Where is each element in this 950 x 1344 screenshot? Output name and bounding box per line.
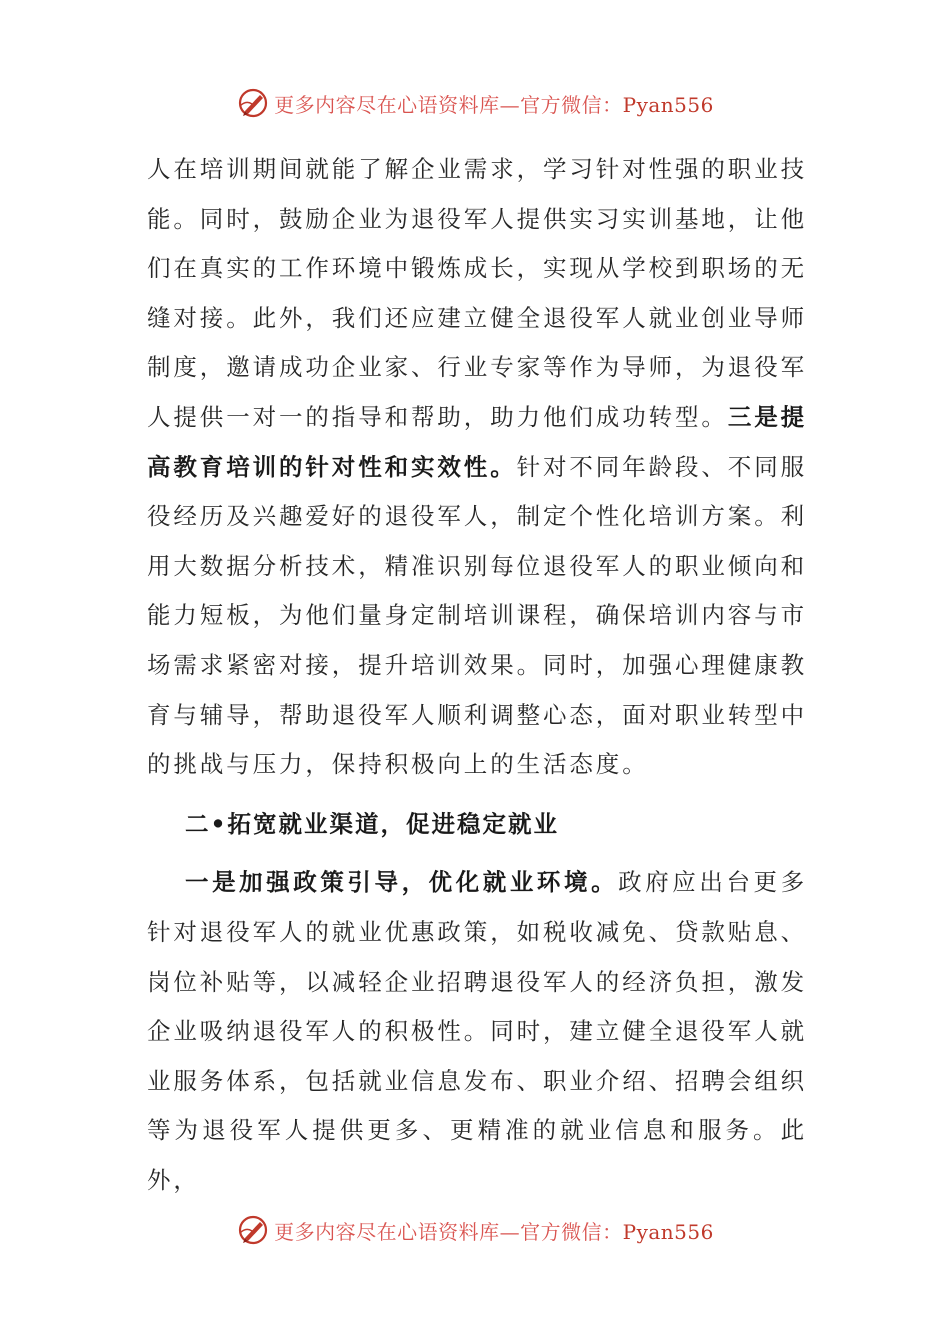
bold-lead: 一是加强政策引导，优化就业环境。 [185, 868, 619, 897]
document-body [147, 145, 807, 1205]
header-banner [0, 83, 950, 123]
pen-logo-icon [236, 86, 270, 120]
paragraph-text: 针对不同年龄段、不同服役经历及兴趣爱好的退役军人，制定个性化培训方案。利用大数据分析技术，精准识别每位退役军人的职业倾向和能力短板，为他们量身定制培训课程，确保培训内容与市场需求紧密对接，提升培训效果。同时，加强心理健康教育与辅导，帮助退役军人顺利调整心态，面对职业转型中的挑战与压力，保持积极向上的生活态度。 [147, 452, 808, 779]
paragraph-text: 政府应出台更多针对退役军人的就业优惠政策，如税收减免、贷款贴息、岗位补贴等，以减轻企业招聘退役军人的经济负担，激发企业吸纳退役军人的积极性。同时，建立健全退役军人就业服务体系，包括就业信息发布、职业介绍、招聘会组织等为退役军人提供更多、更精准的就业信息和服务。此外， [147, 868, 807, 1194]
pen-logo-icon [236, 1213, 270, 1247]
paragraph-1 [147, 145, 807, 790]
section-heading: 二•拓宽就业渠道，促进稳定就业 [185, 809, 560, 838]
banner-text: 更多内容尽在心语资料库—官方微信： [274, 92, 623, 117]
wechat-id: Pyan556 [622, 1219, 714, 1244]
footer-banner [0, 1210, 950, 1250]
bold-lead: 三是提高教育培训的针对性和实效性。 [147, 402, 808, 481]
wechat-id: Pyan556 [622, 92, 714, 117]
paragraph-text: 人在培训期间就能了解企业需求，学习针对性强的职业技能。同时，鼓励企业为退役军人提供实习实训基地，让他们在真实的工作环境中锻炼成长，实现从学校到职场的无缝对接。此外，我们还应建立健全退役军人就业创业导师制度，邀请成功企业家、行业专家等作为导师，为退役军人提供一对一的指导和帮助，助力他们成功转型。 [147, 155, 807, 431]
paragraph-2 [147, 858, 807, 1205]
banner-text: 更多内容尽在心语资料库—官方微信： [274, 1219, 623, 1244]
